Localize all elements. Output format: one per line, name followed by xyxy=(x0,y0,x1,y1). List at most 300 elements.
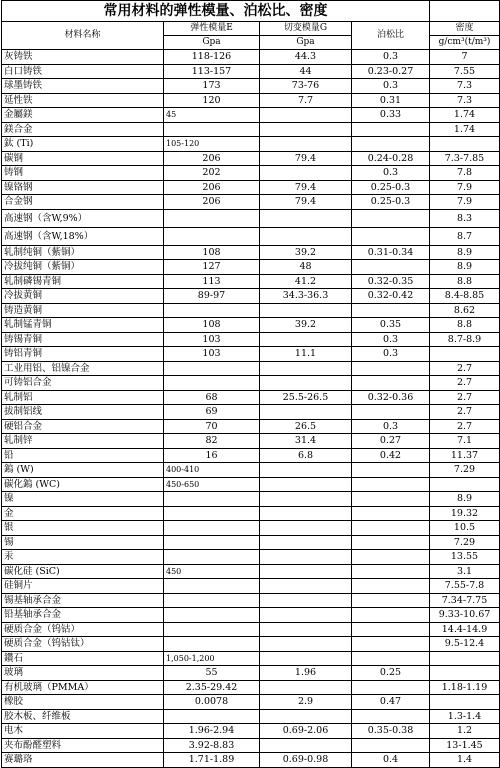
poisson-ratio-cell: 0.4 xyxy=(352,753,430,768)
shear-modulus-cell xyxy=(260,361,352,376)
table-row xyxy=(2,151,500,166)
poisson-ratio-cell: 0.25-0.3 xyxy=(352,180,430,195)
elastic-modulus-cell: 0.0078 xyxy=(164,695,260,710)
density-cell xyxy=(430,137,500,152)
material-name-cell: 夹布酚醛塑料 xyxy=(2,738,164,753)
density-cell: 2.7 xyxy=(430,376,500,391)
poisson-ratio-cell: 0.33 xyxy=(352,108,430,123)
shear-modulus-cell xyxy=(260,492,352,507)
table-row xyxy=(2,79,500,94)
table-row xyxy=(2,477,500,492)
shear-modulus-cell: 34.3-36.3 xyxy=(260,289,352,304)
density-cell: 8.62 xyxy=(430,303,500,318)
material-name-cell: 碳钢 xyxy=(2,151,164,166)
poisson-ratio-cell xyxy=(352,477,430,492)
material-name-cell: 可铸铝合金 xyxy=(2,376,164,391)
material-name-cell: 球墨铸铁 xyxy=(2,79,164,94)
material-name-cell: 轧制纯铜（紫铜） xyxy=(2,245,164,260)
table-row xyxy=(2,260,500,275)
material-name-cell: 鑽石 xyxy=(2,651,164,666)
shear-modulus-cell: 1.96 xyxy=(260,666,352,681)
density-cell: 1.4 xyxy=(430,753,500,768)
elastic-modulus-cell xyxy=(164,227,260,245)
material-name-cell: 碳化鎢 (WC) xyxy=(2,477,164,492)
elastic-modulus-cell: 1.96-2.94 xyxy=(164,724,260,739)
material-name-cell: 铸铝青铜 xyxy=(2,347,164,362)
elastic-modulus-cell: 450 xyxy=(164,564,260,579)
poisson-ratio-cell xyxy=(352,209,430,227)
material-name-cell: 合金钢 xyxy=(2,195,164,210)
elastic-modulus-cell xyxy=(164,550,260,565)
elastic-modulus-cell: 69 xyxy=(164,405,260,420)
shear-modulus-cell xyxy=(260,651,352,666)
elastic-modulus-cell: 120 xyxy=(164,93,260,108)
material-name-cell: 铅 xyxy=(2,448,164,463)
density-cell: 10.5 xyxy=(430,521,500,536)
material-name-cell: 轧制磷锡青铜 xyxy=(2,274,164,289)
density-cell: 7.3-7.85 xyxy=(430,151,500,166)
table-row xyxy=(2,303,500,318)
elastic-modulus-cell xyxy=(164,361,260,376)
shear-modulus-cell: 48 xyxy=(260,260,352,275)
table-row xyxy=(2,463,500,478)
poisson-ratio-cell xyxy=(352,709,430,724)
density-cell: 19.32 xyxy=(430,506,500,521)
poisson-ratio-cell xyxy=(352,405,430,420)
shear-modulus-cell: 0.69-0.98 xyxy=(260,753,352,768)
density-cell: 8.9 xyxy=(430,492,500,507)
poisson-ratio-cell: 0.23-0.27 xyxy=(352,64,430,79)
poisson-ratio-cell xyxy=(352,564,430,579)
shear-modulus-cell xyxy=(260,303,352,318)
poisson-ratio-cell: 0.35 xyxy=(352,318,430,333)
material-name-cell: 灰铸铁 xyxy=(2,50,164,65)
material-name-cell: 高速钢（含W,9%） xyxy=(2,209,164,227)
density-cell: 7.29 xyxy=(430,535,500,550)
header-material-name: 材料名称 xyxy=(2,22,164,50)
table-row xyxy=(2,50,500,65)
elastic-modulus-cell: 173 xyxy=(164,79,260,94)
poisson-ratio-cell: 0.3 xyxy=(352,166,430,181)
table-row xyxy=(2,289,500,304)
density-cell: 8.8 xyxy=(430,274,500,289)
header-elastic-modulus: 弹性模量E xyxy=(164,22,260,36)
elastic-modulus-cell: 108 xyxy=(164,245,260,260)
density-cell: 8.7-8.9 xyxy=(430,332,500,347)
table-row xyxy=(2,419,500,434)
material-name-cell: 硬质合金（钨钴） xyxy=(2,622,164,637)
elastic-modulus-cell: 400-410 xyxy=(164,463,260,478)
poisson-ratio-cell xyxy=(352,506,430,521)
table-row xyxy=(2,738,500,753)
elastic-modulus-cell: 45 xyxy=(164,108,260,123)
table-row xyxy=(2,405,500,420)
table-row xyxy=(2,64,500,79)
material-name-cell: 汞 xyxy=(2,550,164,565)
shear-modulus-cell: 7.7 xyxy=(260,93,352,108)
elastic-modulus-cell xyxy=(164,209,260,227)
poisson-ratio-cell xyxy=(352,738,430,753)
shear-modulus-cell: 44 xyxy=(260,64,352,79)
density-cell: 11.37 xyxy=(430,448,500,463)
density-cell: 13-1.45 xyxy=(430,738,500,753)
material-properties-sheet xyxy=(1,0,499,768)
elastic-modulus-cell xyxy=(164,492,260,507)
table-row xyxy=(2,376,500,391)
elastic-modulus-cell: 68 xyxy=(164,390,260,405)
material-name-cell: 鎂合金 xyxy=(2,122,164,137)
table-row xyxy=(2,390,500,405)
density-cell: 7.1 xyxy=(430,434,500,449)
elastic-modulus-cell: 202 xyxy=(164,166,260,181)
table-row xyxy=(2,209,500,227)
material-name-cell: 铸钢 xyxy=(2,166,164,181)
poisson-ratio-cell xyxy=(352,463,430,478)
poisson-ratio-cell: 0.47 xyxy=(352,695,430,710)
density-cell xyxy=(430,477,500,492)
table-row xyxy=(2,108,500,123)
table-row xyxy=(2,521,500,536)
shear-modulus-cell xyxy=(260,579,352,594)
shear-modulus-cell xyxy=(260,550,352,565)
material-name-cell: 锡基轴承合金 xyxy=(2,593,164,608)
shear-modulus-cell xyxy=(260,738,352,753)
material-name-cell: 银 xyxy=(2,521,164,536)
poisson-ratio-cell xyxy=(352,260,430,275)
table-row xyxy=(2,195,500,210)
material-name-cell: 冷拔黄铜 xyxy=(2,289,164,304)
table-row xyxy=(2,361,500,376)
material-name-cell: 锡 xyxy=(2,535,164,550)
density-cell: 8.3 xyxy=(430,209,500,227)
shear-modulus-cell: 79.4 xyxy=(260,180,352,195)
material-name-cell: 鈦 (Ti) xyxy=(2,137,164,152)
table-row xyxy=(2,93,500,108)
table-row xyxy=(2,680,500,695)
material-name-cell: 工业用铝、铝镍合金 xyxy=(2,361,164,376)
table-row xyxy=(2,122,500,137)
title-row xyxy=(2,1,500,22)
header-density: 密度 xyxy=(430,22,500,36)
elastic-modulus-cell xyxy=(164,593,260,608)
table-row xyxy=(2,608,500,623)
material-name-cell: 硬铝合金 xyxy=(2,419,164,434)
density-cell xyxy=(430,651,500,666)
material-name-cell: 轧制铝 xyxy=(2,390,164,405)
shear-modulus-cell xyxy=(260,209,352,227)
material-name-cell: 碳化硅 (SiC) xyxy=(2,564,164,579)
material-name-cell: 赛璐珞 xyxy=(2,753,164,768)
poisson-ratio-cell: 0.24-0.28 xyxy=(352,151,430,166)
shear-modulus-cell: 79.4 xyxy=(260,195,352,210)
material-name-cell: 镍铬钢 xyxy=(2,180,164,195)
poisson-ratio-cell: 0.3 xyxy=(352,419,430,434)
shear-modulus-cell xyxy=(260,108,352,123)
header-shear-modulus: 切变模量G xyxy=(260,22,352,36)
shear-modulus-cell xyxy=(260,506,352,521)
density-cell: 7.3 xyxy=(430,93,500,108)
elastic-modulus-cell: 127 xyxy=(164,260,260,275)
poisson-ratio-cell xyxy=(352,622,430,637)
elastic-modulus-cell xyxy=(164,637,260,652)
table-row xyxy=(2,622,500,637)
table-row xyxy=(2,593,500,608)
elastic-modulus-cell xyxy=(164,709,260,724)
table-row xyxy=(2,651,500,666)
shear-modulus-cell xyxy=(260,477,352,492)
shear-modulus-cell xyxy=(260,680,352,695)
shear-modulus-cell: 25.5-26.5 xyxy=(260,390,352,405)
shear-modulus-cell: 79.4 xyxy=(260,151,352,166)
elastic-modulus-cell xyxy=(164,376,260,391)
elastic-modulus-cell: 450-650 xyxy=(164,477,260,492)
table-row xyxy=(2,318,500,333)
material-name-cell: 电木 xyxy=(2,724,164,739)
shear-modulus-cell xyxy=(260,637,352,652)
poisson-ratio-cell xyxy=(352,521,430,536)
density-cell: 1.3-1.4 xyxy=(430,709,500,724)
density-cell: 1.74 xyxy=(430,108,500,123)
table-row xyxy=(2,506,500,521)
material-name-cell: 冷拔纯铜（紫铜） xyxy=(2,260,164,275)
poisson-ratio-cell: 0.31 xyxy=(352,93,430,108)
poisson-ratio-cell xyxy=(352,376,430,391)
poisson-ratio-cell: 0.3 xyxy=(352,332,430,347)
poisson-ratio-cell xyxy=(352,535,430,550)
table-row xyxy=(2,137,500,152)
table-row xyxy=(2,347,500,362)
density-cell xyxy=(430,666,500,681)
density-cell: 2.7 xyxy=(430,361,500,376)
elastic-modulus-cell: 206 xyxy=(164,180,260,195)
poisson-ratio-cell xyxy=(352,637,430,652)
density-cell: 7.8 xyxy=(430,166,500,181)
elastic-modulus-cell: 108 xyxy=(164,318,260,333)
density-cell: 8.9 xyxy=(430,245,500,260)
table-row xyxy=(2,166,500,181)
table-row xyxy=(2,637,500,652)
material-name-cell: 白口铸铁 xyxy=(2,64,164,79)
poisson-ratio-cell xyxy=(352,593,430,608)
table-row xyxy=(2,274,500,289)
elastic-modulus-cell: 113-157 xyxy=(164,64,260,79)
poisson-ratio-cell xyxy=(352,608,430,623)
poisson-ratio-cell: 0.32-0.36 xyxy=(352,390,430,405)
poisson-ratio-cell xyxy=(352,303,430,318)
material-name-cell: 鎢 (W) xyxy=(2,463,164,478)
elastic-modulus-cell: 2.35-29.42 xyxy=(164,680,260,695)
table-row xyxy=(2,245,500,260)
density-cell: 13.55 xyxy=(430,550,500,565)
table-title: 常用材料的弹性模量、泊松比、密度 xyxy=(2,1,430,22)
shear-modulus-cell xyxy=(260,622,352,637)
density-cell: 8.7 xyxy=(430,227,500,245)
material-name-cell: 金 xyxy=(2,506,164,521)
table-row xyxy=(2,332,500,347)
elastic-modulus-cell xyxy=(164,579,260,594)
shear-modulus-cell: 39.2 xyxy=(260,318,352,333)
poisson-ratio-cell xyxy=(352,680,430,695)
material-name-cell: 延性铁 xyxy=(2,93,164,108)
elastic-modulus-cell: 113 xyxy=(164,274,260,289)
poisson-ratio-cell xyxy=(352,137,430,152)
material-name-cell: 硬质合金（钨钴钛） xyxy=(2,637,164,652)
elastic-modulus-cell: 206 xyxy=(164,195,260,210)
poisson-ratio-cell xyxy=(352,579,430,594)
elastic-modulus-cell: 118-126 xyxy=(164,50,260,65)
density-cell: 7.9 xyxy=(430,195,500,210)
shear-modulus-cell: 0.69-2.06 xyxy=(260,724,352,739)
table-row xyxy=(2,695,500,710)
material-name-cell: 有机玻璃（PMMA） xyxy=(2,680,164,695)
poisson-ratio-cell: 0.32-0.42 xyxy=(352,289,430,304)
shear-modulus-cell: 11.1 xyxy=(260,347,352,362)
table-row xyxy=(2,227,500,245)
table-row xyxy=(2,180,500,195)
table-row xyxy=(2,564,500,579)
poisson-ratio-cell: 0.3 xyxy=(352,347,430,362)
material-name-cell: 高速钢（含W,18%） xyxy=(2,227,164,245)
shear-modulus-cell: 6.8 xyxy=(260,448,352,463)
density-cell: 9.5-12.4 xyxy=(430,637,500,652)
table-row xyxy=(2,724,500,739)
table-row xyxy=(2,709,500,724)
density-cell: 7 xyxy=(430,50,500,65)
table-row xyxy=(2,434,500,449)
table-row xyxy=(2,550,500,565)
header-shear-unit: Gpa xyxy=(260,36,352,50)
shear-modulus-cell: 39.2 xyxy=(260,245,352,260)
poisson-ratio-cell: 0.27 xyxy=(352,434,430,449)
header-density-unit: g/cm³(t/m³) xyxy=(430,36,500,50)
shear-modulus-cell xyxy=(260,332,352,347)
shear-modulus-cell xyxy=(260,535,352,550)
material-name-cell: 胶木板、纤维板 xyxy=(2,709,164,724)
shear-modulus-cell xyxy=(260,376,352,391)
density-cell: 8.9 xyxy=(430,260,500,275)
shear-modulus-cell: 31.4 xyxy=(260,434,352,449)
elastic-modulus-cell: 3.92-8.83 xyxy=(164,738,260,753)
elastic-modulus-cell xyxy=(164,122,260,137)
poisson-ratio-cell xyxy=(352,492,430,507)
elastic-modulus-cell: 1,050-1,200 xyxy=(164,651,260,666)
shear-modulus-cell xyxy=(260,463,352,478)
poisson-ratio-cell xyxy=(352,651,430,666)
elastic-modulus-cell: 206 xyxy=(164,151,260,166)
material-name-cell: 玻璃 xyxy=(2,666,164,681)
density-cell: 14.4-14.9 xyxy=(430,622,500,637)
poisson-ratio-cell: 0.25-0.3 xyxy=(352,195,430,210)
poisson-ratio-cell xyxy=(352,550,430,565)
elastic-modulus-cell xyxy=(164,535,260,550)
poisson-ratio-cell xyxy=(352,227,430,245)
shear-modulus-cell: 41.2 xyxy=(260,274,352,289)
table-row xyxy=(2,448,500,463)
shear-modulus-cell xyxy=(260,709,352,724)
poisson-ratio-cell: 0.31-0.34 xyxy=(352,245,430,260)
elastic-modulus-cell: 55 xyxy=(164,666,260,681)
density-cell: 2.7 xyxy=(430,390,500,405)
density-cell: 7.55 xyxy=(430,64,500,79)
shear-modulus-cell xyxy=(260,122,352,137)
density-cell: 7.29 xyxy=(430,463,500,478)
poisson-ratio-cell: 0.3 xyxy=(352,79,430,94)
density-cell: 2.7 xyxy=(430,405,500,420)
shear-modulus-cell: 44.3 xyxy=(260,50,352,65)
material-name-cell: 拔制铝线 xyxy=(2,405,164,420)
elastic-modulus-cell xyxy=(164,608,260,623)
material-properties-table xyxy=(1,0,500,768)
header-poisson-ratio: 泊松比 xyxy=(352,22,430,50)
elastic-modulus-cell: 103 xyxy=(164,332,260,347)
density-cell: 7.9 xyxy=(430,180,500,195)
table-row xyxy=(2,666,500,681)
poisson-ratio-cell: 0.32-0.35 xyxy=(352,274,430,289)
elastic-modulus-cell: 89-97 xyxy=(164,289,260,304)
poisson-ratio-cell xyxy=(352,122,430,137)
elastic-modulus-cell: 103 xyxy=(164,347,260,362)
shear-modulus-cell xyxy=(260,405,352,420)
poisson-ratio-cell xyxy=(352,361,430,376)
elastic-modulus-cell xyxy=(164,506,260,521)
density-cell: 1.74 xyxy=(430,122,500,137)
density-cell: 1.18-1.19 xyxy=(430,680,500,695)
density-cell xyxy=(430,347,500,362)
density-cell: 7.3 xyxy=(430,79,500,94)
poisson-ratio-cell: 0.35-0.38 xyxy=(352,724,430,739)
density-cell: 9.33-10.67 xyxy=(430,608,500,623)
header-row-1 xyxy=(2,22,500,36)
density-cell: 7.34-7.75 xyxy=(430,593,500,608)
elastic-modulus-cell: 16 xyxy=(164,448,260,463)
shear-modulus-cell xyxy=(260,608,352,623)
material-name-cell: 硅铜片 xyxy=(2,579,164,594)
material-name-cell: 铅基轴承合金 xyxy=(2,608,164,623)
elastic-modulus-cell xyxy=(164,521,260,536)
title-blank-cell xyxy=(430,1,500,22)
elastic-modulus-cell xyxy=(164,622,260,637)
shear-modulus-cell: 26.5 xyxy=(260,419,352,434)
shear-modulus-cell xyxy=(260,227,352,245)
poisson-ratio-cell: 0.3 xyxy=(352,50,430,65)
poisson-ratio-cell: 0.25 xyxy=(352,666,430,681)
material-name-cell: 镍 xyxy=(2,492,164,507)
shear-modulus-cell xyxy=(260,564,352,579)
elastic-modulus-cell: 82 xyxy=(164,434,260,449)
material-name-cell: 铸造黄铜 xyxy=(2,303,164,318)
density-cell: 8.8 xyxy=(430,318,500,333)
material-name-cell: 轧制锰青铜 xyxy=(2,318,164,333)
density-cell: 2.7 xyxy=(430,419,500,434)
elastic-modulus-cell: 1.71-1.89 xyxy=(164,753,260,768)
density-cell: 1.2 xyxy=(430,724,500,739)
table-row xyxy=(2,579,500,594)
shear-modulus-cell xyxy=(260,137,352,152)
poisson-ratio-cell: 0.42 xyxy=(352,448,430,463)
density-cell: 7.55-7.8 xyxy=(430,579,500,594)
elastic-modulus-cell xyxy=(164,303,260,318)
table-row xyxy=(2,492,500,507)
material-name-cell: 铸锡青铜 xyxy=(2,332,164,347)
elastic-modulus-cell: 70 xyxy=(164,419,260,434)
material-name-cell: 金屬鎂 xyxy=(2,108,164,123)
shear-modulus-cell xyxy=(260,593,352,608)
density-cell: 3.1 xyxy=(430,564,500,579)
shear-modulus-cell: 2.9 xyxy=(260,695,352,710)
density-cell xyxy=(430,695,500,710)
shear-modulus-cell xyxy=(260,166,352,181)
elastic-modulus-cell: 105-120 xyxy=(164,137,260,152)
